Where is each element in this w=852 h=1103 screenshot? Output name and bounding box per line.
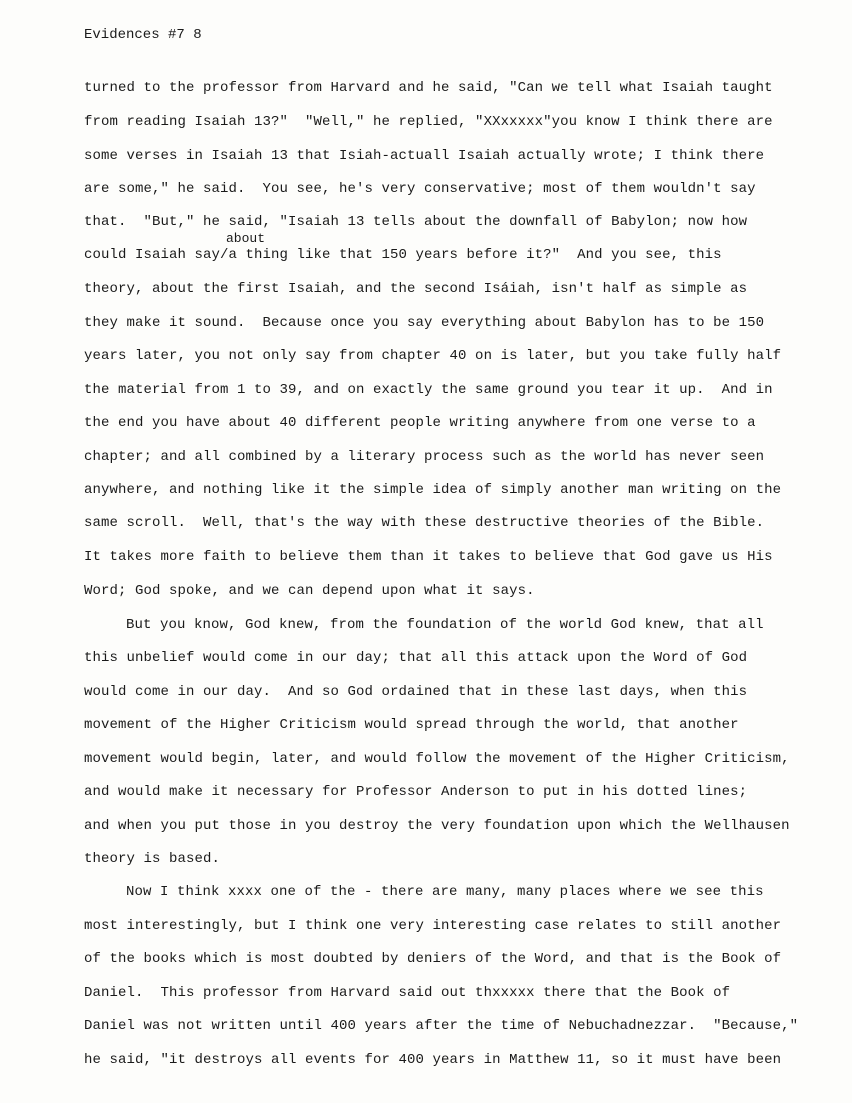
text-line: this unbelief would come in our day; that all this attack upon the Word of God	[84, 650, 748, 666]
text-line: turned to the professor from Harvard and he said, "Can we tell what Isaiah taught	[84, 80, 773, 96]
text-line: are some," he said. You see, he's very conservative; most of them wouldn't say	[84, 181, 756, 197]
text-line: some verses in Isaiah 13 that Isiah-actuall Isaiah actually wrote; I think there	[84, 148, 765, 164]
text-line: the end you have about 40 different people writing anywhere from one verse to a	[84, 415, 756, 431]
text-line: movement would begin, later, and would follow the movement of the Higher Criticism,	[84, 751, 790, 767]
text-line: the material from 1 to 39, and on exactly the same ground you tear it up. And in	[84, 382, 773, 398]
text-line: Word; God spoke, and we can depend upon what it says.	[84, 583, 535, 599]
text-line: and when you put those in you destroy the very foundation upon which the Wellhausen	[84, 818, 790, 834]
interlinear-insertion: about	[226, 231, 266, 246]
text-line: that. "But," he said, "Isaiah 13 tells about the downfall of Babylon; now how	[84, 214, 748, 230]
text-line: he said, "it destroys all events for 400 years in Matthew 11, so it must have been	[84, 1052, 782, 1068]
page-header: Evidences #7 8	[84, 27, 202, 43]
text-line: theory is based.	[84, 851, 221, 867]
text-line: could Isaiah say/a thing like that 150 years before it?" And you see, this	[84, 247, 722, 263]
text-line: same scroll. Well, that's the way with these destructive theories of the Bible.	[84, 515, 765, 531]
text-line: It takes more faith to believe them than it takes to believe that God gave us His	[84, 549, 773, 565]
text-line: most interestingly, but I think one very interesting case relates to still another	[84, 918, 782, 934]
text-line: Now I think xxxx one of the - there are many, many places where we see this	[126, 884, 764, 900]
text-line: from reading Isaiah 13?" "Well," he replied, "XXxxxxx"you know I think there are	[84, 114, 773, 130]
text-line: But you know, God knew, from the foundation of the world God knew, that all	[126, 617, 764, 633]
text-line: years later, you not only say from chapter 40 on is later, but you take fully half	[84, 348, 782, 364]
text-line: chapter; and all combined by a literary process such as the world has never seen	[84, 449, 765, 465]
text-line: Daniel. This professor from Harvard said out thxxxxx there that the Book of	[84, 985, 731, 1001]
text-line: movement of the Higher Criticism would spread through the world, that another	[84, 717, 739, 733]
text-line: and would make it necessary for Professor Anderson to put in his dotted lines;	[84, 784, 748, 800]
text-line: would come in our day. And so God ordained that in these last days, when this	[84, 684, 748, 700]
text-line: theory, about the first Isaiah, and the second Isáiah, isn't half as simple as	[84, 281, 748, 297]
text-line: anywhere, and nothing like it the simple idea of simply another man writing on the	[84, 482, 782, 498]
text-line: they make it sound. Because once you say everything about Babylon has to be 150	[84, 315, 765, 331]
text-line: of the books which is most doubted by deniers of the Word, and that is the Book of	[84, 951, 782, 967]
text-line: Daniel was not written until 400 years after the time of Nebuchadnezzar. "Because,"	[84, 1018, 799, 1034]
